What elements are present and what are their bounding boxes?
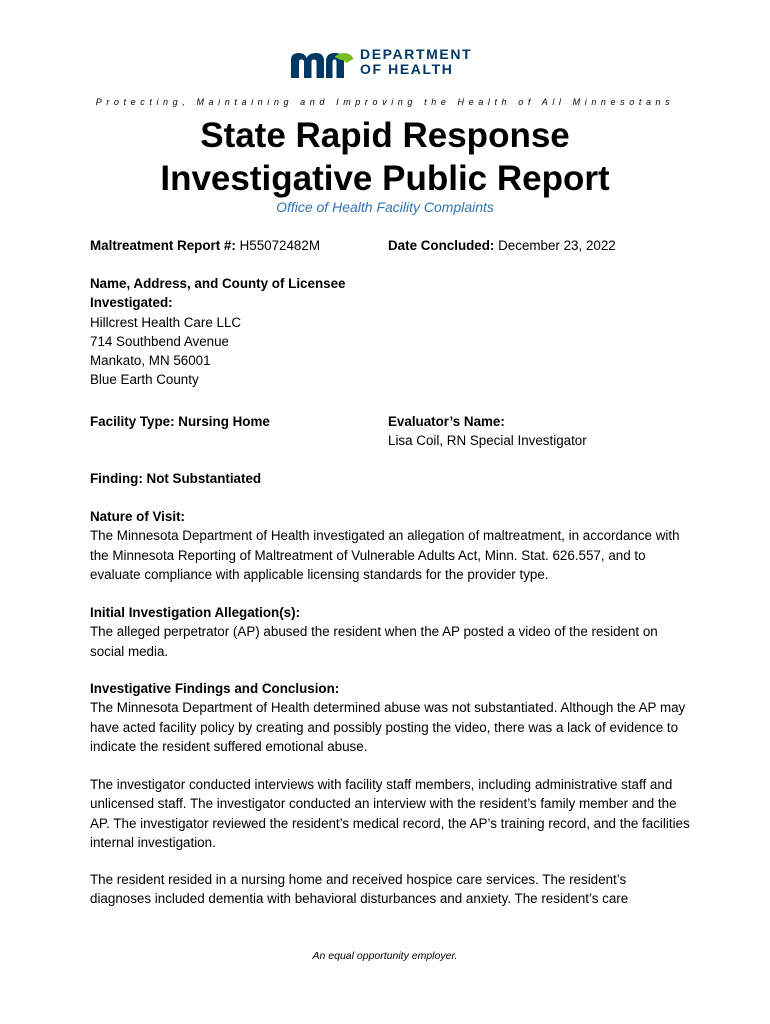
licensee-name: Hillcrest Health Care LLC bbox=[90, 314, 242, 330]
report-number-label: Maltreatment Report #: bbox=[90, 238, 236, 253]
findings-body: The Minnesota Department of Health determined abuse was not substantiated. Although the AP may have acted facility policy by creating and possibly posting the video, there was a lack of evidence to indicate the resident suffered emotional abuse. bbox=[90, 700, 686, 754]
tagline: Protecting, Maintaining and Improving the Health of All Minnesotans bbox=[95, 97, 675, 107]
licensee-label-line-2: Investigated: bbox=[90, 295, 173, 311]
licensee-county: Blue Earth County bbox=[90, 372, 199, 388]
allegation-heading: Initial Investigation Allegation(s): bbox=[90, 605, 301, 620]
date-concluded-row bbox=[388, 236, 616, 255]
report-number-value: H55072482M bbox=[239, 238, 320, 253]
date-concluded-label: Date Concluded: bbox=[388, 238, 495, 253]
findings-paragraph-2: The investigator conducted interviews with facility staff members, including administrative staff and unlicensed staff. The investigator conducted an interview with the resident’s family member and the AP. The investigator reviewed the resident’s medical record, the AP’s training record, and the facilities internal investigation. bbox=[90, 777, 690, 850]
evaluator-label: Evaluator’s Name: bbox=[388, 414, 505, 429]
page-title bbox=[0, 114, 770, 200]
page-subtitle: Office of Health Facility Complaints bbox=[276, 199, 494, 215]
evaluator-block bbox=[388, 412, 587, 451]
logo-line-1: DEPARTMENT bbox=[360, 46, 473, 62]
findings-section bbox=[90, 679, 690, 756]
nature-of-visit-section bbox=[90, 507, 690, 584]
nature-of-visit-body: The Minnesota Department of Health investigated an allegation of maltreatment, in accordance with the Minnesota Reporting of Maltreatment of Vulnerable Adults Act, Minn. Stat. 626.557, and to evaluate compliance with applicable licensing standards for the provider type. bbox=[90, 528, 680, 582]
allegation-section bbox=[90, 603, 690, 661]
licensee-city: Mankato, MN 56001 bbox=[90, 353, 211, 369]
evaluator-name: Lisa Coil, RN Special Investigator bbox=[388, 433, 587, 449]
mdh-logo bbox=[291, 46, 491, 80]
nature-of-visit-heading: Nature of Visit: bbox=[90, 509, 185, 524]
title-line-2: Investigative Public Report bbox=[160, 159, 610, 198]
mn-logo-icon bbox=[291, 51, 355, 79]
logo-line-2: OF HEALTH bbox=[360, 61, 454, 77]
licensee-label-line-1: Name, Address, and County of Licensee bbox=[90, 276, 346, 291]
facility-type: Facility Type: Nursing Home bbox=[90, 414, 270, 429]
licensee-street: 714 Southbend Avenue bbox=[90, 333, 229, 349]
finding: Finding: Not Substantiated bbox=[90, 471, 262, 486]
title-line-1: State Rapid Response bbox=[200, 116, 570, 155]
report-number-row bbox=[90, 236, 320, 255]
allegation-body: The alleged perpetrator (AP) abused the resident when the AP posted a video of the resident on social media. bbox=[90, 624, 658, 659]
findings-heading: Investigative Findings and Conclusion: bbox=[90, 681, 340, 696]
footer-note: An equal opportunity employer. bbox=[312, 950, 458, 962]
date-concluded-value: December 23, 2022 bbox=[498, 238, 616, 253]
licensee-block bbox=[90, 274, 345, 390]
findings-paragraph-3: The resident resided in a nursing home and received hospice care services. The resident’s diagnoses included dementia with behavioral disturbances and anxiety. The resident’s care bbox=[90, 872, 629, 907]
logo-wordmark bbox=[360, 47, 472, 77]
